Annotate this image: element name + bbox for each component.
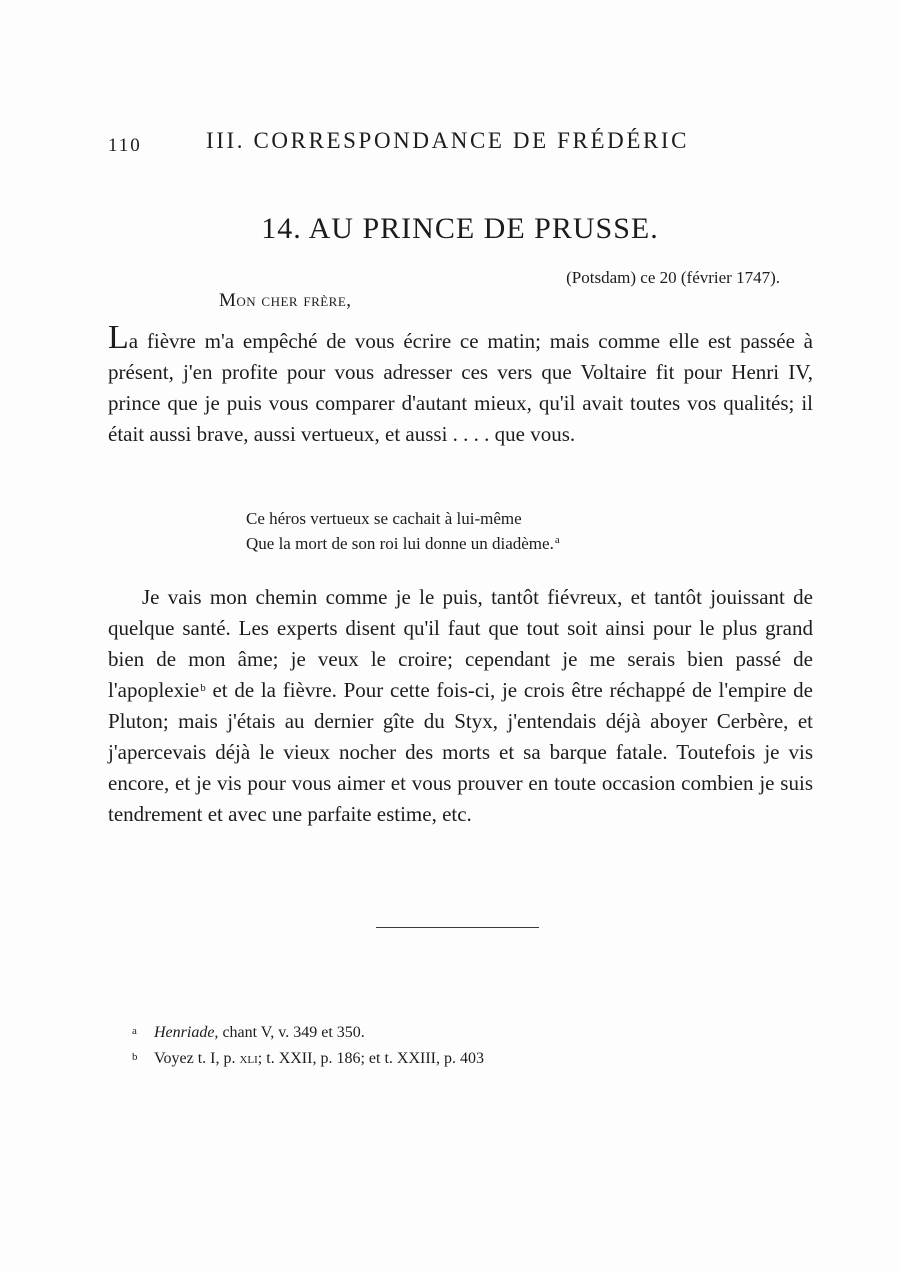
footnote-ref-a: a [554, 534, 560, 546]
footnote-text: chant V, v. 349 et 350. [218, 1024, 365, 1041]
footnote-separator [376, 927, 539, 928]
footnote-ref-b: b [200, 682, 206, 694]
verse-line-2-text: Que la mort de son roi lui donne un diadème. [246, 534, 554, 553]
page-number: 110 [108, 135, 142, 156]
footnote-text-rest: ; t. XXII, p. 186; et t. XXIII, p. 403 [257, 1050, 484, 1067]
footnotes [132, 1019, 484, 1071]
running-head: III. CORRESPONDANCE DE FRÉDÉRIC [206, 128, 690, 153]
footnote-roman-page: xli [239, 1050, 258, 1067]
footnote-text: Voyez t. I, p. [154, 1050, 240, 1067]
footnote-mark: b [132, 1051, 138, 1063]
footnote-work-title: Henriade, [154, 1024, 219, 1041]
footnote-mark: a [132, 1025, 137, 1037]
paragraph-2-part-2: et de la fièvre. Pour cette fois-ci, je crois être réchappé de l'empire de Pluton; mais j'étais au dernier gîte du Styx, j'entendais déjà aboyer Cerbère, et j'apercevais déjà le vieux nocher des morts et sa barque fatale. Toutefois je vis encore, et je vis pour vous aimer et vous prouver en toute occasion combien je suis tendrement et avec une parfaite estime, etc. [108, 678, 813, 826]
paragraph-1 [108, 319, 813, 450]
drop-cap: L [108, 319, 129, 356]
paragraph-2 [108, 582, 813, 830]
salutation: Mon cher frère, [219, 290, 352, 311]
footnote-b [132, 1045, 484, 1071]
footnote-a [132, 1019, 484, 1045]
letter-date: (Potsdam) ce 20 (février 1747). [566, 268, 780, 287]
page-header [108, 128, 748, 162]
verse-quote [246, 506, 560, 556]
paragraph-2-part-1: Je vais mon chemin comme je le puis, tantôt fiévreux, et tantôt jouissant de quelque santé. Les experts disent qu'il faut que tout soit ainsi pour le plus grand bien de mon âme; je veux le croire; cependant je me serais bien passé de l'apoplexie [108, 585, 813, 702]
letter-title: 14. AU PRINCE DE PRUSSE. [261, 212, 659, 245]
verse-line-2 [246, 531, 560, 556]
verse-line-1: Ce héros vertueux se cachait à lui-même [246, 509, 522, 528]
paragraph-1-text: a fièvre m'a empêché de vous écrire ce matin; mais comme elle est passée à présent, j'en profite pour vous adresser ces vers que Voltaire fit pour Henri IV, prince que je puis vous comparer d'autant mieux, qu'il avait toutes vos qualités; il était aussi brave, aussi vertueux, et aussi . . . . que vous. [108, 329, 813, 446]
